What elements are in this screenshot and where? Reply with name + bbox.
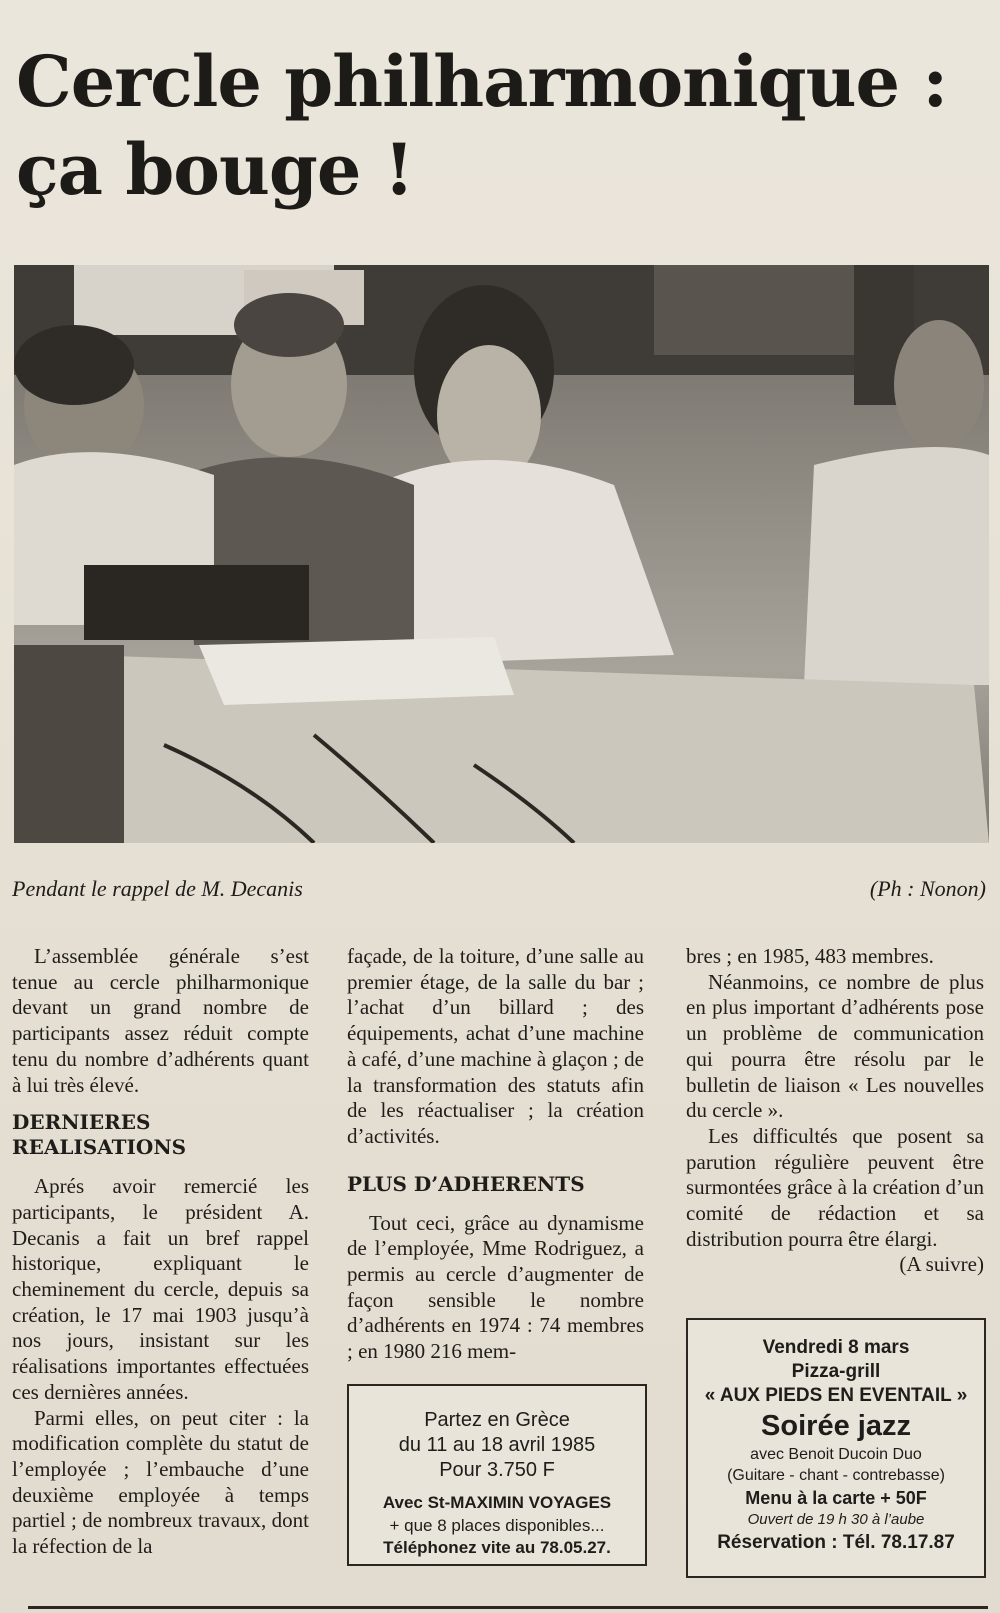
paragraph: Tout ceci, grâce au dynamisme de l’employée, Mme Rodriguez, a permis au cercle d’augmenter de façon sensible le nombre d’adhérents en 1974 : 74 membres ; en 1980 216 mem-	[347, 1210, 644, 1364]
meeting-photo	[14, 265, 989, 843]
ad-title: Soirée jazz	[761, 1410, 911, 1442]
headline-line-1: Cercle philharmonique :	[16, 40, 948, 123]
paragraph: Aprés avoir remercié les participants, le président A. Decanis a fait un bref rappel historique, expliquant le cheminement du cercle, depuis sa création, le 17 mai 1903 jusqu’à nos jours, insistant sur les réalisations importantes effectuées ces dernières années.	[12, 1174, 309, 1404]
meeting-photo-illustration	[14, 265, 989, 843]
paragraph: Les difficultés que posent sa parution régulière peuvent être surmontées grâce à la création d’un comité de rédaction et sa distribution pourra être élargi.	[686, 1123, 984, 1251]
ad-line: du 11 au 18 avril 1985	[398, 1434, 596, 1456]
article-column-1	[12, 944, 309, 1560]
paragraph: bres ; en 1985, 483 membres.	[686, 944, 934, 968]
paragraph: Néanmoins, ce nombre de plus en plus important d’adhérents pose un problème de communication qui pourra être résolu par le bulletin de liaison « Les nouvelles du cercle ».	[686, 969, 984, 1123]
to-be-continued: (A suivre)	[899, 1252, 984, 1277]
ad-reservation: Réservation : Tél. 78.17.87	[717, 1532, 955, 1553]
ad-venue: « AUX PIEDS EN EVENTAIL »	[704, 1385, 968, 1406]
jazz-evening-advertisement	[686, 1318, 986, 1578]
divider	[28, 1606, 988, 1609]
article-column-3	[686, 944, 984, 1278]
ad-phone: Téléphonez vite au 78.05.27.	[383, 1538, 611, 1557]
ad-agency: Avec St-MAXIMIN VOYAGES	[382, 1493, 612, 1512]
paragraph: L’assemblée générale s’est tenue au cercle philharmonique devant un grand nombre de participants assez réduit compte tenu du nombre d’adhérents quant à lui très élevé.	[12, 944, 309, 1097]
paragraph: Parmi elles, on peut citer : la modification complète du statut de l’employée ; l’embauche d’une deuxième employée à temps partiel ; de nombreux travaux, dont la réfection de la	[12, 1405, 309, 1559]
subheading-plus-dadherents: PLUS D’ADHERENTS	[347, 1171, 585, 1196]
ad-price: Pour 3.750 F	[439, 1459, 555, 1481]
headline	[16, 38, 947, 214]
subheading-dernieres-realisations	[12, 1110, 309, 1160]
ad-hours: Ouvert de 19 h 30 à l’aube	[747, 1511, 925, 1528]
subheading-line-2: REALISATIONS	[12, 1135, 187, 1160]
photo-caption: Pendant le rappel de M. Decanis	[12, 876, 303, 901]
paragraph: façade, de la toiture, d’une salle au premier étage, de la salle du bar ; l’achat d’un billard ; des équipements, achat d’une machine à café, d’une machine à glaçon ; de la transformation des statuts afin de les réactualiser ; la création d’activités.	[347, 944, 644, 1148]
ad-line: + que 8 places disponibles...	[389, 1516, 605, 1535]
ad-menu: Menu à la carte + 50F	[745, 1488, 927, 1508]
article-column-2	[347, 944, 644, 1365]
subheading-line-1: DERNIERES	[12, 1110, 151, 1135]
ad-line: avec Benoit Ducoin Duo	[750, 1446, 922, 1463]
ad-line: (Guitare - chant - contrebasse)	[727, 1467, 945, 1484]
ad-line: Partez en Grèce	[424, 1409, 570, 1431]
ad-line: Pizza-grill	[791, 1361, 881, 1382]
photo-credit: (Ph : Nonon)	[869, 876, 986, 901]
headline-line-2: ça bouge !	[16, 128, 414, 211]
ad-date: Vendredi 8 mars	[762, 1337, 910, 1358]
travel-advertisement	[347, 1384, 647, 1566]
